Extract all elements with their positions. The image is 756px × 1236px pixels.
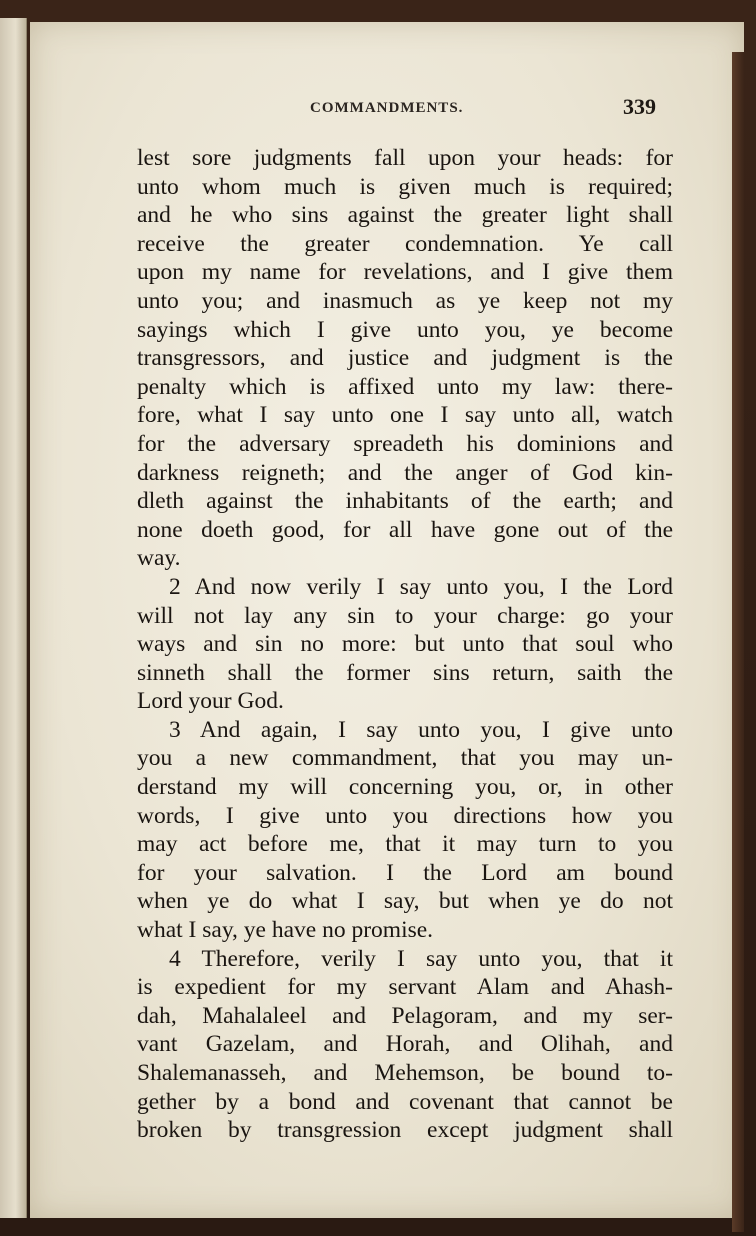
text-line: you a new commandment, that you may un- bbox=[137, 745, 673, 772]
text-line: unto you; and inasmuch as ye keep not my bbox=[137, 287, 673, 314]
text-line: may act before me, that it may turn to you bbox=[137, 831, 673, 858]
verse-4-start: 4 Therefore, verily I say unto you, that it bbox=[169, 945, 673, 972]
verse-3-start: 3 And again, I say unto you, I give unto bbox=[169, 716, 673, 743]
text-line: sayings which I give unto you, ye become bbox=[137, 316, 673, 343]
left-page-edge bbox=[0, 18, 27, 1218]
text-line: lest sore judgments fall upon your heads: for bbox=[137, 145, 673, 171]
text-line: Shalemanasseh, and Mehemson, be bound to- bbox=[137, 1060, 673, 1086]
page-header bbox=[110, 94, 656, 124]
page-right-edge bbox=[732, 52, 744, 1232]
text-line: transgressors, and justice and judgment is the bbox=[137, 345, 673, 372]
body-text bbox=[137, 144, 673, 1145]
text-line: and he who sins against the greater light shall bbox=[137, 202, 673, 229]
text-line: upon my name for revelations, and I give them bbox=[137, 259, 673, 286]
page-number: 339 bbox=[623, 94, 656, 119]
running-head: COMMANDMENTS. bbox=[310, 100, 464, 116]
text-line: receive the greater condemnation. Ye call bbox=[137, 230, 673, 257]
text-line: derstand my will concerning you, or, in other bbox=[137, 774, 673, 801]
text-line: way. bbox=[137, 545, 181, 572]
text-line: gether by a bond and covenant that cannot be bbox=[137, 1088, 673, 1115]
text-line: for your salvation. I the Lord am bound bbox=[137, 859, 673, 886]
text-line: will not lay any sin to your charge: go your bbox=[137, 602, 673, 629]
text-line: none doeth good, for all have gone out of the bbox=[137, 516, 673, 543]
text-line: darkness reigneth; and the anger of God kin- bbox=[137, 459, 673, 486]
text-line: ways and sin no more: but unto that soul who bbox=[137, 631, 673, 658]
text-line: for the adversary spreadeth his dominions and bbox=[137, 430, 673, 457]
text-line: words, I give unto you directions how you bbox=[137, 802, 673, 829]
text-line: vant Gazelam, and Horah, and Olihah, and bbox=[137, 1031, 673, 1058]
text-line: Lord your God. bbox=[137, 688, 284, 715]
text-line: fore, what I say unto one I say unto all, watch bbox=[137, 402, 673, 429]
text-line: broken by transgression except judgment shall bbox=[137, 1117, 673, 1144]
text-line: unto whom much is given much is required; bbox=[137, 173, 673, 200]
text-line: sinneth shall the former sins return, saith the bbox=[137, 659, 673, 686]
text-line: when ye do what I say, but when ye do not bbox=[137, 888, 673, 915]
text-line: dleth against the inhabitants of the earth; and bbox=[137, 488, 673, 515]
text-line: what I say, ye have no promise. bbox=[137, 917, 434, 944]
verse-2-start: 2 And now verily I say unto you, I the Lord bbox=[169, 573, 673, 600]
text-line: penalty which is affixed unto my law: there- bbox=[137, 373, 673, 400]
text-line: dah, Mahalaleel and Pelagoram, and my ser- bbox=[137, 1002, 673, 1029]
text-line: is expedient for my servant Alam and Ahash- bbox=[137, 974, 673, 1001]
